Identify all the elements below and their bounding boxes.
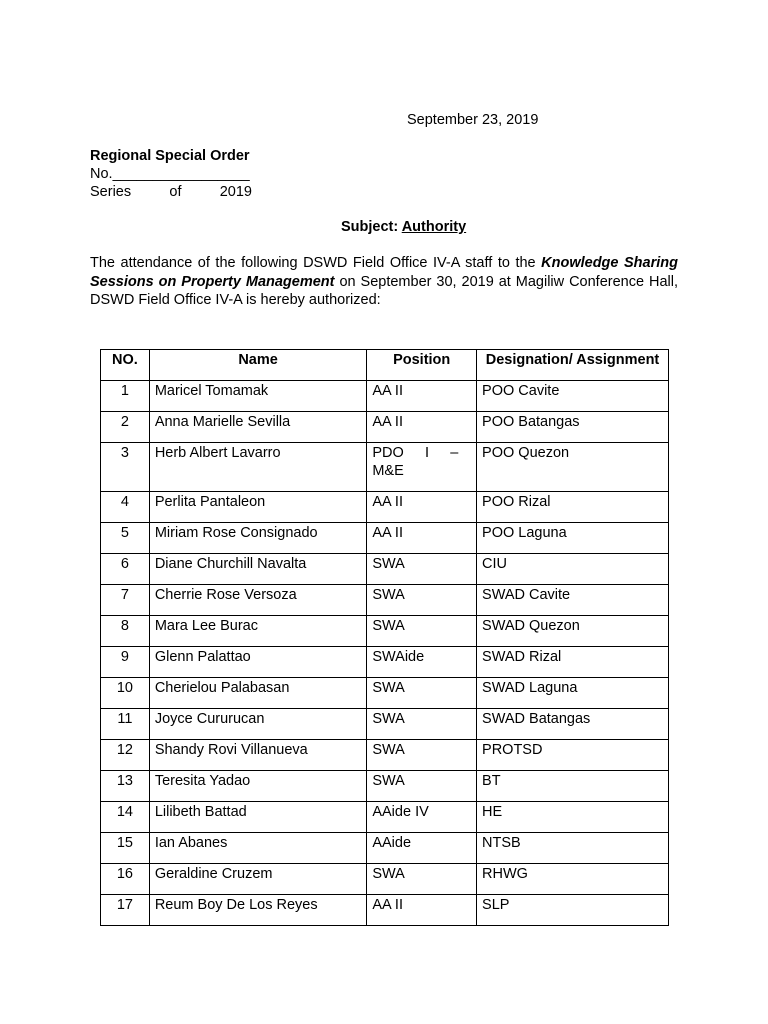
row-no-cell: 6 bbox=[101, 554, 150, 585]
row-no-cell: 5 bbox=[101, 523, 150, 554]
row-position-cell: SWA bbox=[367, 709, 477, 740]
row-no-cell: 8 bbox=[101, 616, 150, 647]
row-no-cell: 14 bbox=[101, 802, 150, 833]
row-name-cell: Geraldine Cruzem bbox=[149, 864, 367, 895]
table-row bbox=[101, 492, 669, 523]
row-designation-cell: POO Quezon bbox=[477, 443, 669, 492]
row-name-cell: Miriam Rose Consignado bbox=[149, 523, 367, 554]
row-position-cell: AA II bbox=[367, 523, 477, 554]
header-name: Name bbox=[149, 350, 367, 381]
table-row bbox=[101, 616, 669, 647]
row-position-cell: AAide IV bbox=[367, 802, 477, 833]
row-designation-cell: SWAD Cavite bbox=[477, 585, 669, 616]
staff-table-body bbox=[101, 381, 669, 926]
row-position-cell: AA II bbox=[367, 492, 477, 523]
body-text-after: on September 30, 2019 at Magiliw Conference Hall, DSWD Field Office IV-A is hereby authorized: bbox=[90, 273, 678, 308]
row-designation-cell: HE bbox=[477, 802, 669, 833]
table-header-row bbox=[101, 350, 669, 381]
row-designation-cell: POO Laguna bbox=[477, 523, 669, 554]
row-designation-cell: NTSB bbox=[477, 833, 669, 864]
row-name-cell: Shandy Rovi Villanueva bbox=[149, 740, 367, 771]
row-position-cell: SWA bbox=[367, 771, 477, 802]
row-position-cell: SWA bbox=[367, 585, 477, 616]
row-no-cell: 11 bbox=[101, 709, 150, 740]
row-designation-cell: RHWG bbox=[477, 864, 669, 895]
row-position-cell: SWA bbox=[367, 554, 477, 585]
table-row bbox=[101, 523, 669, 554]
row-name-cell: Lilibeth Battad bbox=[149, 802, 367, 833]
order-series-line bbox=[90, 183, 252, 201]
table-row bbox=[101, 554, 669, 585]
row-no-cell: 10 bbox=[101, 678, 150, 709]
row-designation-cell: SWAD Quezon bbox=[477, 616, 669, 647]
row-designation-cell: POO Cavite bbox=[477, 381, 669, 412]
table-row bbox=[101, 381, 669, 412]
table-row bbox=[101, 443, 669, 492]
row-position-cell: SWA bbox=[367, 740, 477, 771]
row-designation-cell: BT bbox=[477, 771, 669, 802]
row-name-cell: Mara Lee Burac bbox=[149, 616, 367, 647]
order-title: Regional Special Order bbox=[90, 148, 250, 164]
row-position-cell: SWA bbox=[367, 678, 477, 709]
row-name-cell: Cherrie Rose Versoza bbox=[149, 585, 367, 616]
row-name-cell: Ian Abanes bbox=[149, 833, 367, 864]
row-designation-cell: POO Rizal bbox=[477, 492, 669, 523]
subject-value: Authority bbox=[401, 219, 467, 235]
row-name-cell: Perlita Pantaleon bbox=[149, 492, 367, 523]
table-row bbox=[101, 771, 669, 802]
row-no-cell: 2 bbox=[101, 412, 150, 443]
table-row bbox=[101, 647, 669, 678]
table-row bbox=[101, 864, 669, 895]
table-row bbox=[101, 412, 669, 443]
body-emphasis: Knowledge Sharing Sessions on Property Management bbox=[90, 255, 678, 290]
table-row bbox=[101, 833, 669, 864]
row-name-cell: Teresita Yadao bbox=[149, 771, 367, 802]
row-name-cell: Reum Boy De Los Reyes bbox=[149, 895, 367, 926]
row-no-cell: 17 bbox=[101, 895, 150, 926]
row-no-cell: 4 bbox=[101, 492, 150, 523]
row-no-cell: 15 bbox=[101, 833, 150, 864]
row-no-cell: 9 bbox=[101, 647, 150, 678]
row-designation-cell: CIU bbox=[477, 554, 669, 585]
table-row bbox=[101, 709, 669, 740]
table-row bbox=[101, 802, 669, 833]
order-number-line: No._________________ bbox=[90, 166, 250, 182]
row-position-cell: PDO I – M&E bbox=[367, 443, 477, 492]
row-position-cell: AA II bbox=[367, 381, 477, 412]
staff-table bbox=[100, 349, 669, 926]
row-designation-cell: POO Batangas bbox=[477, 412, 669, 443]
table-row bbox=[101, 740, 669, 771]
row-position-cell: SWAide bbox=[367, 647, 477, 678]
row-position-cell: AAide bbox=[367, 833, 477, 864]
series-year: 2019 bbox=[219, 184, 252, 200]
row-name-cell: Diane Churchill Navalta bbox=[149, 554, 367, 585]
subject-line bbox=[341, 218, 466, 236]
row-position-cell: AA II bbox=[367, 412, 477, 443]
table-row bbox=[101, 678, 669, 709]
row-no-cell: 12 bbox=[101, 740, 150, 771]
series-of: of bbox=[169, 184, 182, 200]
row-name-cell: Glenn Palattao bbox=[149, 647, 367, 678]
header-position: Position bbox=[367, 350, 477, 381]
row-no-cell: 1 bbox=[101, 381, 150, 412]
row-designation-cell: SWAD Batangas bbox=[477, 709, 669, 740]
body-text-before: The attendance of the following DSWD Field Office IV-A staff to the bbox=[90, 255, 542, 271]
row-position-cell: SWA bbox=[367, 616, 477, 647]
header-no: NO. bbox=[101, 350, 150, 381]
row-position-cell: SWA bbox=[367, 864, 477, 895]
row-name-cell: Cherielou Palabasan bbox=[149, 678, 367, 709]
series-label: Series bbox=[90, 184, 132, 200]
row-name-cell: Joyce Cururucan bbox=[149, 709, 367, 740]
table-row bbox=[101, 585, 669, 616]
row-designation-cell: SLP bbox=[477, 895, 669, 926]
row-no-cell: 13 bbox=[101, 771, 150, 802]
subject-label: Subject: bbox=[341, 219, 399, 235]
header-designation: Designation/ Assignment bbox=[477, 350, 669, 381]
row-name-cell: Maricel Tomamak bbox=[149, 381, 367, 412]
row-no-cell: 3 bbox=[101, 443, 150, 492]
row-designation-cell: PROTSD bbox=[477, 740, 669, 771]
document-date: September 23, 2019 bbox=[407, 112, 539, 128]
table-row bbox=[101, 895, 669, 926]
row-position-cell: AA II bbox=[367, 895, 477, 926]
row-designation-cell: SWAD Rizal bbox=[477, 647, 669, 678]
row-no-cell: 16 bbox=[101, 864, 150, 895]
row-name-cell: Anna Marielle Sevilla bbox=[149, 412, 367, 443]
body-paragraph bbox=[90, 254, 678, 310]
row-name-cell: Herb Albert Lavarro bbox=[149, 443, 367, 492]
row-no-cell: 7 bbox=[101, 585, 150, 616]
row-designation-cell: SWAD Laguna bbox=[477, 678, 669, 709]
